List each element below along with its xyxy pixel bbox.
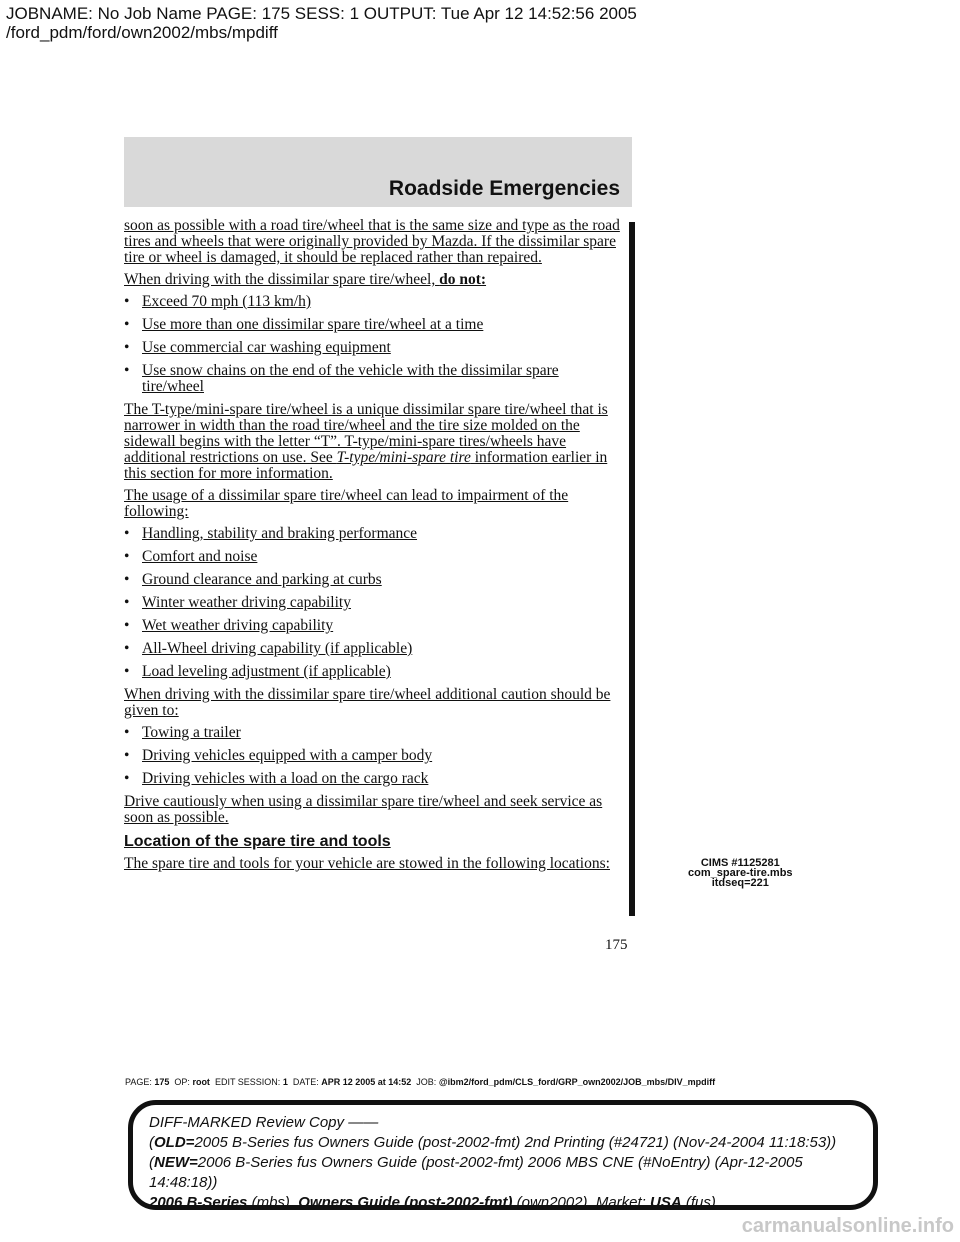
- cims-reference: [688, 858, 793, 888]
- paragraph-location: The spare tire and tools for your vehicle are stowed in the following locations:: [124, 855, 610, 872]
- paragraph-t-type: The T-type/mini-spare tire/wheel is a unique dissimilar spare tire/wheel that is narrower in width than the road tire/wheel and the tire size molded on the sidewall begins with the letter “T”. T-type/mini-spare tires/wheels have additional restrictions on use. See T-type/mini-spare tire information earlier in this section for more information.: [124, 401, 608, 482]
- section-header-band: [124, 137, 632, 207]
- review-new: (NEW=2006 B-Series fus Owners Guide (post-2002-fmt) 2006 MBS CNE (#NoEntry) (Apr-12-2005 14:48:18)): [149, 1154, 803, 1191]
- do-not-emphasis: do not:: [439, 271, 487, 288]
- page-body: [124, 218, 624, 878]
- list-item: • Use more than one dissimilar spare tire/wheel at a time: [124, 316, 484, 333]
- paragraph-continuation: soon as possible with a road tire/wheel that is the same size and type as the road tires and wheels that were originally provided by Mazda. If the dissimilar spare tire or wheel is damaged, it should be replaced rather than repaired.: [124, 217, 620, 266]
- bullet-icon: •: [124, 362, 130, 379]
- edit-session-footer: PAGE: 175 OP: root EDIT SESSION: 1 DATE: APR 12 2005 at 14:52 JOB: @ibm2/ford_pdm/CLS_ford/GRP_own2002/JOB_mbs/DIV_mpdiff: [125, 1077, 716, 1087]
- bullet-icon: •: [124, 770, 130, 787]
- bullet-icon: •: [124, 316, 130, 333]
- list-item: • Winter weather driving capability: [124, 594, 351, 611]
- list-item: • Driving vehicles with a load on the cargo rack: [124, 770, 429, 787]
- job-header-line1: JOBNAME: No Job Name PAGE: 175 SESS: 1 OUTPUT: Tue Apr 12 14:52:56 2005: [6, 4, 637, 23]
- bullet-icon: •: [124, 640, 130, 657]
- watermark: carmanualsonline.info: [741, 1215, 954, 1237]
- list-item: • Use snow chains on the end of the vehicle with the dissimilar spare tire/wheel: [124, 362, 559, 395]
- bullet-icon: •: [124, 663, 130, 680]
- list-item: • Exceed 70 mph (113 km/h): [124, 293, 312, 310]
- cims-seq: itdseq=221: [711, 877, 769, 889]
- review-copy-box: [128, 1100, 878, 1210]
- paragraph-do-not: When driving with the dissimilar spare tire/wheel, do not:: [124, 271, 487, 288]
- section-heading: Location of the spare tire and tools: [124, 833, 391, 850]
- bullet-icon: •: [124, 548, 130, 565]
- list-item: • Towing a trailer: [124, 724, 241, 741]
- cims-number: CIMS #1125281: [700, 857, 780, 869]
- list-item: • Comfort and noise: [124, 548, 258, 565]
- review-model: 2006 B-Series (mbs), Owners Guide (post-2002-fmt) (own2002), Market: USA (fus): [149, 1194, 716, 1211]
- list-item: • Load leveling adjustment (if applicable): [124, 663, 391, 680]
- bullet-icon: •: [124, 724, 130, 741]
- review-copy-text: [149, 1113, 873, 1213]
- bullet-icon: •: [124, 339, 130, 356]
- paragraph-caution: When driving with the dissimilar spare tire/wheel additional caution should be given to:: [124, 686, 611, 719]
- paragraph-impairment: The usage of a dissimilar spare tire/wheel can lead to impairment of the following:: [124, 487, 569, 520]
- list-item: • Ground clearance and parking at curbs: [124, 571, 382, 588]
- page-number: 175: [605, 937, 628, 953]
- bullet-icon: •: [124, 525, 130, 542]
- list-item: • Handling, stability and braking performance: [124, 525, 418, 542]
- section-title: Roadside Emergencies: [388, 177, 620, 200]
- bullet-icon: •: [124, 571, 130, 588]
- list-item: • Driving vehicles equipped with a camper body: [124, 747, 433, 764]
- change-bar: [629, 222, 635, 916]
- review-old: (OLD=2005 B-Series fus Owners Guide (post-2002-fmt) 2nd Printing (#24721) (Nov-24-2004 11:18:53)): [149, 1134, 837, 1151]
- paragraph-drive-cautiously: Drive cautiously when using a dissimilar spare tire/wheel and seek service as soon as possible.: [124, 793, 603, 826]
- cross-reference: T-type/mini-spare tire: [336, 449, 471, 466]
- bullet-icon: •: [124, 747, 130, 764]
- list-item: • All-Wheel driving capability (if applicable): [124, 640, 413, 657]
- list-item: • Use commercial car washing equipment: [124, 339, 391, 356]
- bullet-icon: •: [124, 293, 130, 310]
- list-item: • Wet weather driving capability: [124, 617, 334, 634]
- bullet-icon: •: [124, 594, 130, 611]
- review-title: DIFF-MARKED Review Copy ——: [149, 1114, 379, 1131]
- bullet-icon: •: [124, 617, 130, 634]
- cims-file: com_spare-tire.mbs: [688, 867, 793, 879]
- job-header-path: /ford_pdm/ford/own2002/mbs/mpdiff: [6, 23, 278, 42]
- job-header: [6, 4, 637, 42]
